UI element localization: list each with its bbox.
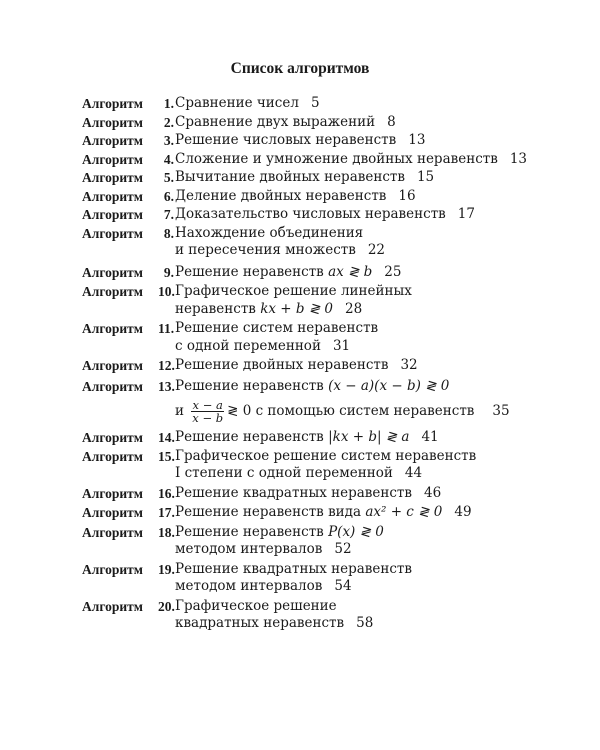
list-item (82, 598, 582, 633)
page-number: 41 (421, 429, 439, 445)
page-number: 52 (334, 541, 352, 557)
list-item (82, 169, 582, 187)
list-item (82, 429, 582, 447)
page-number: 46 (424, 484, 442, 501)
entry-label: Алгоритм 14. (82, 430, 175, 445)
entry-label: Алгоритм 8. (82, 225, 174, 241)
entry-label: Алгоритм 5. (82, 170, 174, 185)
entry-label: Алгоритм 16. (82, 485, 175, 501)
list-item (82, 114, 582, 132)
page-number: 31 (332, 337, 351, 354)
entry-label: Алгоритм 6. (82, 188, 174, 204)
page-number: 58 (356, 615, 374, 631)
entry-text: Решение квадратных неравенств 46 (175, 484, 442, 501)
page-number: 16 (398, 187, 416, 204)
list-item (82, 524, 582, 559)
algorithm-list (82, 95, 582, 633)
list-item (82, 151, 582, 169)
entry-label: Алгоритм 2. (82, 114, 174, 130)
entry-text: Сложение и умножение двойных неравенств 13 (175, 150, 528, 167)
entry-label: Алгоритм 9. (82, 264, 174, 280)
list-item (82, 206, 582, 224)
formula: P(x) ≷ 0 (328, 523, 384, 540)
entry-text: Графическое решение линейных неравенств kx + b ≷ 0 28 (175, 283, 412, 317)
page-number: 25 (384, 263, 402, 280)
entry-text: Сравнение двух выражений 8 (175, 113, 396, 130)
entry-label: Алгоритм 18. (82, 524, 175, 540)
list-item (82, 504, 582, 522)
page-number: 15 (416, 169, 435, 185)
page-number: 35 (492, 403, 510, 419)
list-item (82, 95, 582, 113)
formula: ax ≷ b (328, 263, 373, 280)
page-number: 5 (310, 95, 320, 111)
list-item (82, 132, 582, 150)
page-number: 44 (404, 465, 423, 481)
page-title: Список алгоритмов (230, 60, 370, 77)
list-item (82, 320, 582, 355)
entry-text: Решение двойных неравенств 32 (175, 357, 418, 373)
list-item (82, 378, 582, 425)
entry-label: Алгоритм 4. (82, 151, 174, 167)
page-number: 8 (387, 113, 396, 130)
list-item (82, 357, 582, 375)
entry-text: Решение неравенств |kx + b| ≷ a 41 (175, 429, 439, 445)
entry-text: Решение квадратных неравенств методом интервалов 54 (175, 560, 412, 594)
entry-text: Решение неравенств P(x) ≷ 0 методом интервалов 52 (175, 523, 384, 557)
entry-label: Алгоритм 19. (82, 561, 175, 577)
entry-text: Графическое решение систем неравенств I степени с одной переменной 44 (175, 447, 477, 481)
entry-label: Алгоритм 20. (82, 598, 175, 614)
entry-text: Решение неравенств ax ≷ b 25 (175, 263, 402, 280)
entry-label: Алгоритм 11. (82, 321, 175, 336)
list-item (82, 283, 582, 318)
entry-label: Алгоритм 1. (82, 96, 174, 111)
list-item (82, 448, 582, 483)
entry-text: Решение систем неравенств с одной переменной 31 (175, 320, 379, 354)
entry-label: Алгоритм 7. (82, 207, 174, 222)
entry-label: Алгоритм 13. (82, 378, 175, 394)
list-item (82, 225, 582, 260)
formula: ax² + c ≷ 0 (365, 504, 443, 520)
entry-text: Решение числовых неравенств 13 (175, 132, 426, 148)
list-item (82, 485, 582, 503)
page-number: 22 (367, 242, 386, 258)
entry-label: Алгоритм 3. (82, 133, 174, 148)
entry-text: Графическое решение квадратных неравенств 58 (175, 597, 374, 631)
entry-text: Решение неравенств вида ax² + c ≷ 0 49 (175, 504, 472, 520)
fraction: $\frac{x - a}{x - b}$ (192, 398, 224, 425)
entry-text: Деление двойных неравенств 16 (175, 187, 416, 204)
page-number: 13 (408, 132, 426, 148)
page-number: 13 (509, 150, 528, 167)
entry-text: Нахождение объединения и пересечения множеств 22 (175, 224, 386, 258)
entry-text: Вычитание двойных неравенств 15 (175, 169, 435, 185)
page-number: 54 (334, 578, 352, 594)
formula: (x − a)(x − b) ≷ 0 (328, 377, 450, 394)
entry-text: Сравнение чисел 5 (175, 95, 320, 111)
entry-label: Алгоритм 15. (82, 448, 175, 464)
entry-label: Алгоритм 12. (82, 358, 175, 373)
formula: |kx + b| ≷ a (328, 429, 410, 445)
entry-text: Доказательство числовых неравенств 17 (175, 206, 475, 222)
page-number: 28 (345, 300, 363, 317)
page-number: 32 (400, 357, 418, 373)
page-number: 49 (454, 504, 472, 520)
list-item (82, 264, 582, 282)
entry-text: Решение неравенств (x − a)(x − b) ≷ 0 и $\frac{x - a}{x - b}$ ≷ 0 с помощью систем неравенств 35 (175, 377, 510, 425)
page-number: 17 (457, 206, 475, 222)
list-item (82, 188, 582, 206)
entry-label: Алгоритм 10. (82, 284, 175, 299)
list-item (82, 561, 582, 596)
formula: kx + b ≷ 0 (260, 300, 334, 317)
entry-label: Алгоритм 17. (82, 505, 175, 520)
